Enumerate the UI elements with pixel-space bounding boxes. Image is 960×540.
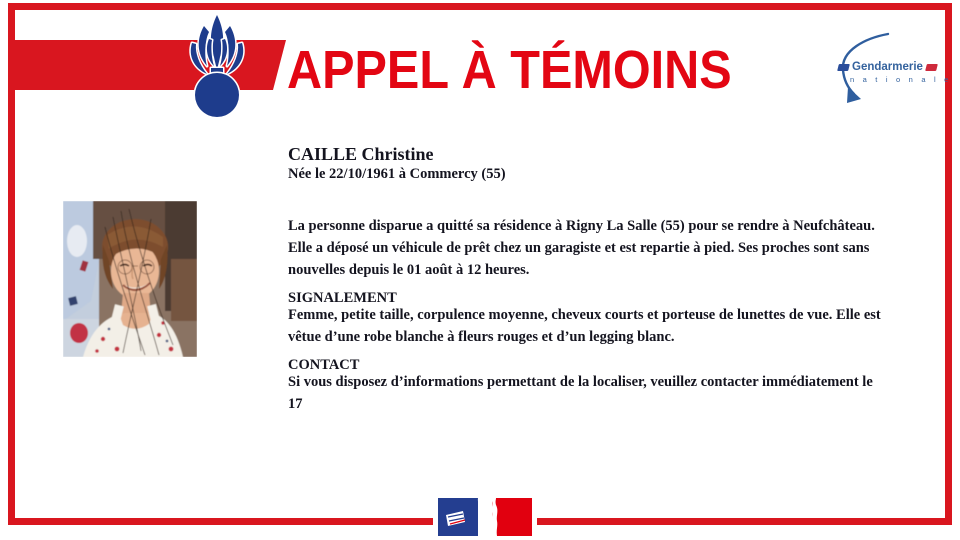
gendarmerie-grenade-icon [184,13,250,119]
gendarmerie-wordmark-sub: n a t i o n a l e [850,75,952,84]
person-birth-info: Née le 22/10/1961 à Commercy (55) [288,166,506,182]
french-government-logo [433,497,537,537]
contact-heading: CONTACT [288,357,360,373]
signalement-paragraph [288,304,881,348]
page-title: APPEL À TÉMOINS [287,40,732,100]
contact-line: 17 [288,396,303,412]
description-line: La personne disparue a quitté sa résidence à Rigny La Salle (55) pour se rendre à Neufchâteau. [288,218,875,234]
missing-person-photo [63,201,197,357]
description-line: nouvelles depuis le 01 août à 12 heures. [288,262,530,278]
contact-paragraph [288,371,873,415]
signalement-line: vêtue d’une robe blanche à fleurs rouges et d’un legging blanc. [288,329,675,345]
red-chip-icon [925,64,938,71]
description-line: Elle a déposé un véhicule de prêt chez un garagiste et est repartie à pied. Ses proches sont sans [288,240,870,256]
gendarmerie-wordmark-row [838,61,937,73]
marianne-flag-icon [438,498,532,536]
blue-chip-icon [837,64,850,71]
frame-top [8,3,952,10]
gendarmerie-wordmark: Gendarmerie [852,61,923,73]
person-name: CAILLE Christine [288,144,434,164]
gendarmerie-logo [826,26,952,110]
contact-line: Si vous disposez d’informations permettant de la localiser, veuillez contacter immédiatement le [288,374,873,390]
signalement-line: Femme, petite taille, corpulence moyenne, cheveux courts et porteuse de lunettes de vue. Elle est [288,307,881,323]
description-paragraph [288,215,875,281]
signalement-heading: SIGNALEMENT [288,290,397,306]
